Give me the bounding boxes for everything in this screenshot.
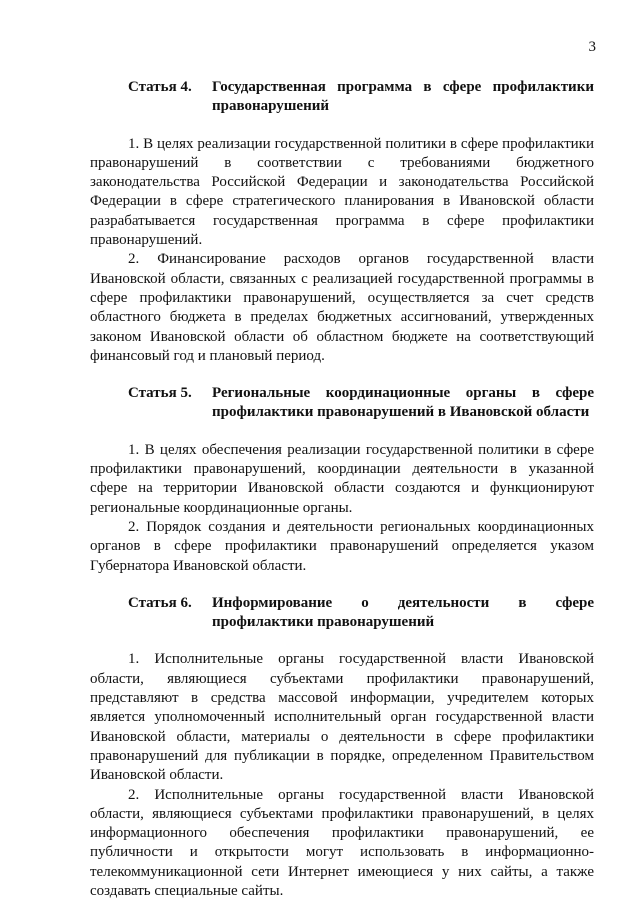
article-paragraph: 1. В целях обеспечения реализации государственной политики в сфере профилактики правонарушений, координации деятельности в указанной сфере на территории Ивановской области создаются и функционируют региональные координационные органы.	[90, 441, 594, 516]
article-paragraph: 2. Порядок создания и деятельности региональных координационных органов в сфере профилактики правонарушений определяется указом Губернатора Ивановской области.	[90, 518, 594, 574]
article-heading	[128, 78, 594, 117]
article-paragraph: 2. Финансирование расходов органов государственной власти Ивановской области, связанных с реализацией государственной программы в сфере профилактики правонарушений, осуществляется за счет средств областного бюджета в пределах бюджетных ассигнований, утвержденных законом Ивановской области об областном бюджете на соответствующий финансовый год и плановый период.	[90, 251, 594, 364]
article-title: Государственная программа в сфере профилактики правонарушений	[212, 79, 594, 115]
article-6	[90, 594, 594, 901]
article-heading	[128, 594, 594, 633]
article-5	[90, 384, 594, 576]
article-paragraph: 1. В целях реализации государственной политики в сфере профилактики правонарушений в соответствии с требованиями бюджетного законодательства Российской Федерации и законодательства Российской Федерации в сфере стратегического планирования в Ивановской области разрабатывается государственная программа в сфере профилактики правонарушений.	[90, 135, 594, 249]
article-label: Статья 6.	[128, 594, 192, 611]
article-title: Региональные координационные органы в сфере профилактики правонарушений в Ивановской области	[212, 385, 594, 421]
article-4	[90, 78, 594, 366]
document-body	[90, 78, 594, 901]
article-paragraph: 1. Исполнительные органы государственной власти Ивановской области, являющиеся субъектами профилактики правонарушений, представляют в средства массовой информации, учредителем которых является уполномоченный исполнительный орган государственной власти Ивановской области, материалы о деятельности в сфере профилактики правонарушений для публикации в порядке, определенном Правительством Ивановской области.	[90, 651, 594, 784]
article-label: Статья 4.	[128, 79, 192, 95]
article-label: Статья 5.	[128, 385, 192, 402]
article-paragraph: 2. Исполнительные органы государственной власти Ивановской области, являющиеся субъектами профилактики правонарушений, в целях информационного обеспечения профилактики правонарушений, ее публичности и открытости могут использовать в информационно-телекоммуникационной сети Интернет имеющиеся у них сайты, а также создавать специальные сайты.	[90, 786, 594, 899]
article-heading	[128, 384, 594, 423]
article-title: Информирование о деятельности в сфере профилактики правонарушений	[212, 594, 594, 631]
page-number: 3	[588, 39, 596, 55]
